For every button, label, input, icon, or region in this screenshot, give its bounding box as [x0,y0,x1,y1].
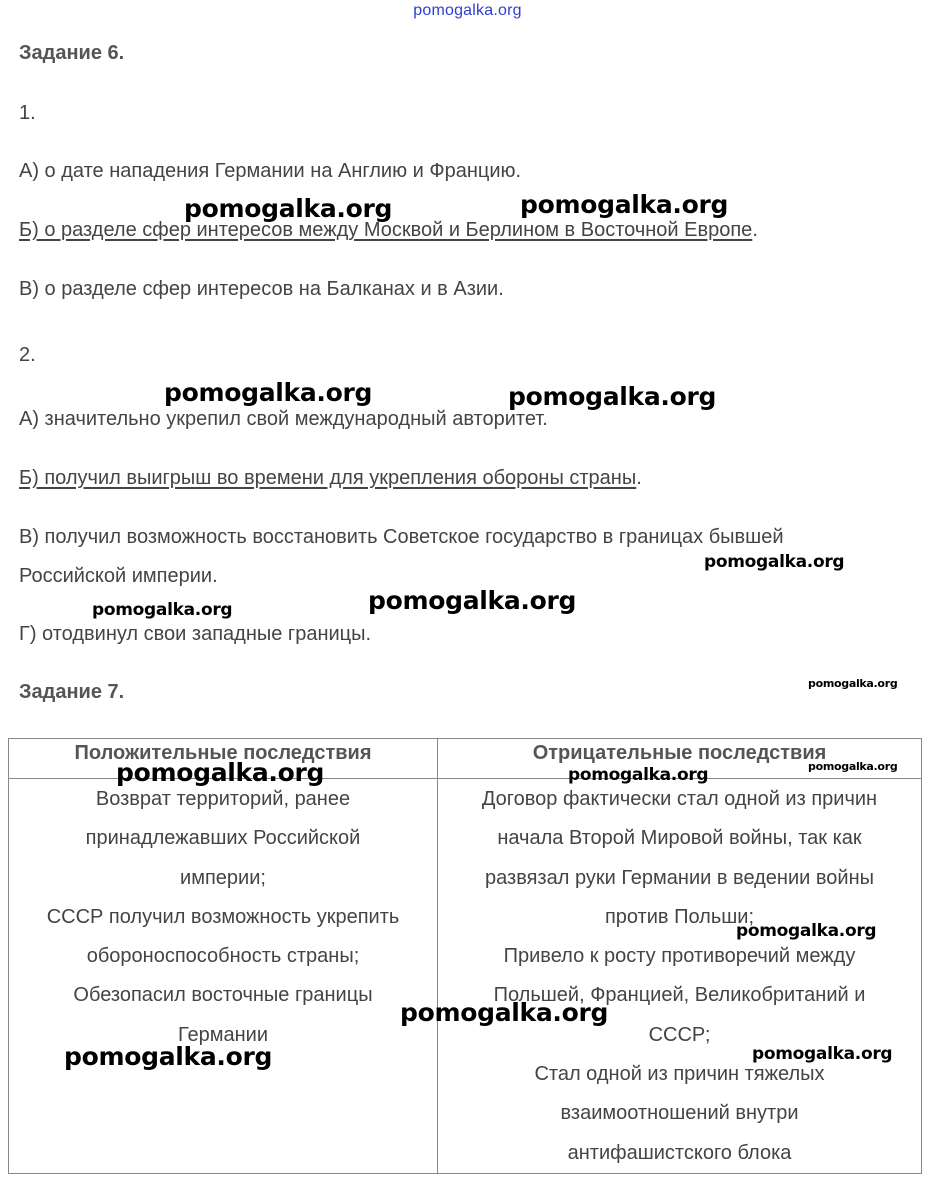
watermark: pomogalka.org [368,586,577,615]
positive-column [9,739,438,1173]
task6-q1-option-b-period: . [752,219,758,241]
watermark: pomogalka.org [736,921,877,941]
task6-title: Задание 6. [19,42,125,64]
negative-column [438,739,921,1173]
site-header-link[interactable]: pomogalka.org [413,2,522,19]
positive-line: Возврат территорий, ранее [95,788,351,810]
positive-line: Обезопасил восточные границы [73,984,373,1007]
negative-header: Отрицательные последствия [438,739,921,779]
positive-list [9,779,437,1055]
task6-q2-option-v-line1: В) получил возможность восстановить Советское государство в границах бывшей [19,526,784,548]
watermark: pomogalka.org [164,378,373,407]
negative-line: Договор фактически стал одной из причин [481,788,878,810]
positive-header: Положительные последствия [9,739,437,779]
task6-q2-option-b-period: . [636,467,642,489]
watermark: pomogalka.org [92,600,233,620]
positive-line: Германии [178,1023,268,1046]
watermark: pomogalka.org [808,677,898,690]
watermark: pomogalka.org [520,190,729,219]
watermark: pomogalka.org [508,382,717,411]
task6-q1-option-a: А) о дате нападения Германии на Англию и Францию. [19,160,522,182]
task6-q1-option-v: В) о разделе сфер интересов на Балканах и в Азии. [19,278,504,300]
task6-q2-number: 2. [19,344,36,366]
positive-line: обороноспособность страны; [86,945,360,968]
task6-q2-option-g: Г) отодвинул свои западные границы. [19,623,372,645]
watermark: pomogalka.org [116,758,325,787]
positive-line: СССР получил возможность укрепить [46,905,400,928]
task6-q2-option-b-text: Б) получил выигрыш во времени для укрепления обороны страны [19,467,637,489]
negative-line: антифашистского блока [567,1141,792,1164]
watermark: pomogalka.org [704,552,845,572]
negative-line: Польшей, Францией, Великобританий и [493,984,866,1007]
watermark: pomogalka.org [64,1042,273,1071]
watermark: pomogalka.org [568,765,709,785]
watermark: pomogalka.org [400,998,609,1027]
task6-q2-option-a: А) значительно укрепил свой международный авторитет. [19,408,548,430]
watermark: pomogalka.org [752,1044,893,1064]
task7-title: Задание 7. [19,681,125,703]
watermark: pomogalka.org [808,760,898,773]
negative-line: развязал руки Германии в ведении войны [485,866,874,889]
consequences-table [8,738,922,1174]
positive-line: империи; [180,866,266,889]
negative-line: начала Второй Мировой войны, так как [497,827,862,850]
negative-list [438,779,921,1173]
task6-q2-option-v-line2: Российской империи. [19,565,218,587]
negative-line: взаимоотношений внутри [560,1102,799,1125]
negative-line: против Польши; [604,905,755,928]
negative-line: СССР; [648,1023,711,1046]
negative-line: Стал одной из причин тяжелых [534,1063,825,1086]
positive-line: принадлежавших Российской [85,827,361,850]
negative-line: Привело к росту противоречий между [503,945,856,968]
task6-q1-option-b-text: Б) о разделе сфер интересов между Москвой и Берлином в Восточной Европе [19,219,753,241]
watermark: pomogalka.org [184,194,393,223]
task6-q1-number: 1. [19,102,36,124]
task6-q2-option-b [19,465,642,491]
